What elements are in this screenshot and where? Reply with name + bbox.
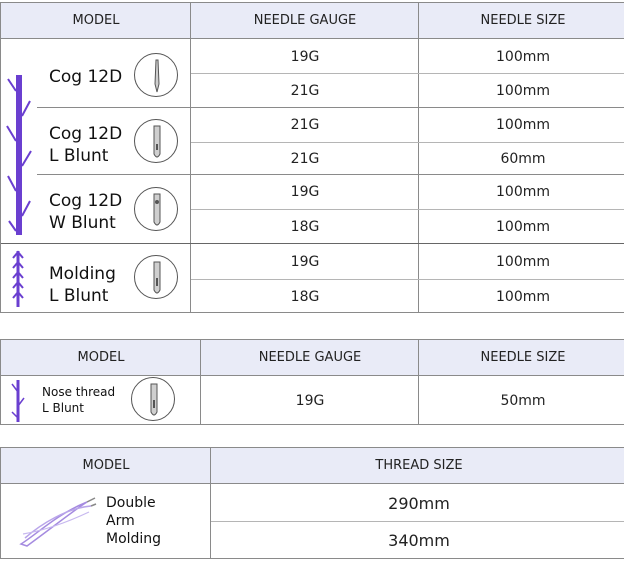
table-cell-size: 100mm [496,288,550,305]
table-cell-size: 100mm [496,253,550,270]
header-needle-size: NEEDLE SIZE [419,3,624,39]
model-name-cog-12d-l-blunt: Cog 12D L Blunt [49,124,123,166]
model-name-nose-thread: Nose thread L Blunt [42,385,116,415]
table-cell-gauge: 21G [290,82,320,99]
table-cell-size: 100mm [496,184,550,200]
header-model: MODEL [1,448,211,484]
header-thread-size: THREAD SIZE [211,448,624,484]
table-cell-size: 100mm [496,218,550,235]
product-table-cog [0,2,624,313]
model-name-cog-12d: Cog 12D [49,67,123,87]
table-cell-size: 60mm [500,150,546,167]
blunt-needle-icon [134,255,178,299]
blunt-needle-icon [134,119,178,163]
molding-thread-icon [4,248,34,310]
header-model: MODEL [1,340,201,376]
table-cell-size: 100mm [496,117,550,133]
table-cell-thread-size: 340mm [388,530,450,550]
blunt-needle-icon [134,187,178,231]
table-cell-gauge: 21G [290,150,320,167]
model-name-molding-l-blunt: Molding L Blunt [49,264,116,306]
model-name-double-arm-molding: Double Arm Molding [106,495,162,547]
header-needle-gauge: NEEDLE GAUGE [191,3,419,39]
table-cell-size: 50mm [500,393,546,409]
header-model: MODEL [1,3,191,39]
blunt-needle-icon [131,377,175,421]
table-cell-thread-size: 290mm [388,493,450,513]
table-cell-gauge: 21G [290,117,320,133]
nose-thread-icon [9,378,29,424]
table-cell-gauge: 19G [290,253,320,270]
table-cell-gauge: 18G [290,288,320,305]
double-arm-thread-icon [17,494,97,550]
table-cell-gauge: 19G [290,184,320,200]
header-needle-gauge: NEEDLE GAUGE [201,340,419,376]
table-cell-size: 100mm [496,82,550,99]
table-cell-gauge: 19G [290,48,320,65]
table-cell-gauge: 18G [290,218,320,235]
model-name-cog-12d-w-blunt: Cog 12D W Blunt [49,191,123,233]
cog-thread-icon [4,71,34,241]
header-needle-size: NEEDLE SIZE [419,340,624,376]
product-table-nose-thread [0,339,624,425]
table-cell-gauge: 19G [295,393,325,409]
product-table-double-arm [0,447,624,559]
table-cell-size: 100mm [496,48,550,65]
sharp-needle-icon [134,53,178,97]
